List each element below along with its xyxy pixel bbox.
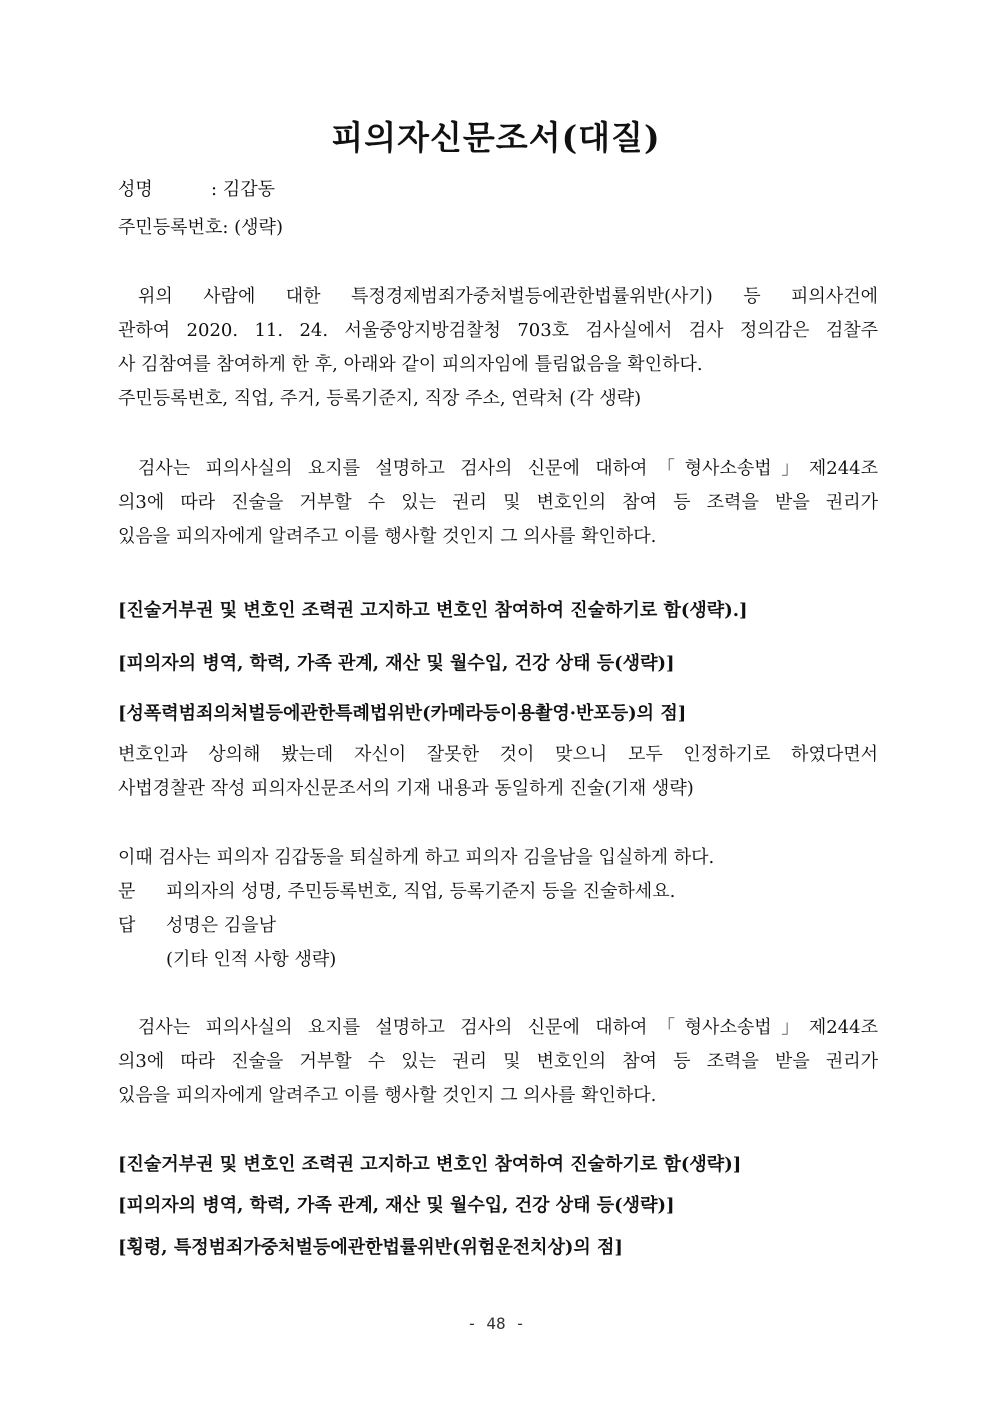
bracket-note-4: [진술거부권 및 변호인 조력권 고지하고 변호인 참여하여 진술하기로 함(생략)] bbox=[118, 1154, 742, 1175]
answer-note: (기타 인적 사항 생략) bbox=[166, 949, 337, 970]
question-row bbox=[118, 880, 878, 904]
page-number: - 48 - bbox=[467, 1314, 525, 1333]
answer-row bbox=[118, 914, 878, 938]
paragraph1-line-1: 위의 사람에 대한 특정경제범죄가중처벌등에관한법률위반(사기) 등 피의사건에 bbox=[138, 286, 878, 307]
name-label: 성명 bbox=[118, 179, 153, 200]
id-number-value: (생략) bbox=[234, 217, 283, 238]
paragraph1-line-2: 관하여 2020. 11. 24. 서울중앙지방검찰청 703호 검사실에서 검사 정의감은 검찰주 bbox=[118, 320, 878, 341]
question-text: 피의자의 성명, 주민등록번호, 직업, 등록기준지 등을 진술하세요. bbox=[166, 881, 676, 902]
paragraph2-line-1: 검사는 피의사실의 요지를 설명하고 검사의 신문에 대하여「형사소송법」제244조 bbox=[138, 458, 878, 479]
id-number-field bbox=[118, 216, 878, 240]
bracket-note-2: [피의자의 병역, 학력, 가족 관계, 재산 및 월수입, 건강 상태 등(생략)] bbox=[118, 653, 675, 674]
paragraph2-line-2: 의3에 따라 진술을 거부할 수 있는 권리 및 변호인의 참여 등 조력을 받을 권리가 bbox=[118, 492, 878, 513]
answer-text: 성명은 김을남 bbox=[166, 915, 277, 936]
name-field bbox=[118, 178, 878, 202]
bracket-note-1: [진술거부권 및 변호인 조력권 고지하고 변호인 참여하여 진술하기로 함(생략).] bbox=[118, 600, 748, 621]
id-number-label: 주민등록번호: bbox=[118, 217, 229, 238]
paragraph5-line-2: 의3에 따라 진술을 거부할 수 있는 권리 및 변호인의 참여 등 조력을 받을 권리가 bbox=[118, 1051, 878, 1072]
answer-tag: 답 bbox=[118, 915, 136, 936]
bracket-note-5: [피의자의 병역, 학력, 가족 관계, 재산 및 월수입, 건강 상태 등(생략)] bbox=[118, 1195, 675, 1216]
bracket-note-3: [성폭력범죄의처벌등에관한특례법위반(카메라등이용촬영·반포등)의 점] bbox=[118, 703, 687, 724]
paragraph5-line-3: 있음을 피의자에게 알려주고 이를 행사할 것인지 그 의사를 확인하다. bbox=[118, 1085, 657, 1106]
name-colon: : bbox=[211, 179, 218, 200]
bracket-note-6: [횡령, 특정범죄가중처벌등에관한법률위반(위험운전치상)의 점] bbox=[118, 1237, 623, 1258]
paragraph1-line-4: 주민등록번호, 직업, 주거, 등록기준지, 직장 주소, 연락처 (각 생략) bbox=[118, 388, 642, 409]
paragraph3-line-2: 사법경찰관 작성 피의자신문조서의 기재 내용과 동일하게 진술(기재 생략) bbox=[118, 778, 694, 799]
paragraph2-line-3: 있음을 피의자에게 알려주고 이를 행사할 것인지 그 의사를 확인하다. bbox=[118, 526, 657, 547]
paragraph3-line-1: 변호인과 상의해 봤는데 자신이 잘못한 것이 맞으니 모두 인정하기로 하였다면서 bbox=[118, 744, 878, 765]
paragraph5-line-1: 검사는 피의사실의 요지를 설명하고 검사의 신문에 대하여「형사소송법」제244조 bbox=[138, 1017, 878, 1038]
paragraph4-intro: 이때 검사는 피의자 김갑동을 퇴실하게 하고 피의자 김을남을 입실하게 하다. bbox=[118, 847, 715, 868]
question-tag: 문 bbox=[118, 881, 136, 902]
name-value: 김갑동 bbox=[222, 179, 275, 200]
paragraph1-line-3: 사 김참여를 참여하게 한 후, 아래와 같이 피의자임에 틀림없음을 확인하다. bbox=[118, 354, 703, 375]
page-title: 피의자신문조서(대질) bbox=[331, 118, 661, 157]
